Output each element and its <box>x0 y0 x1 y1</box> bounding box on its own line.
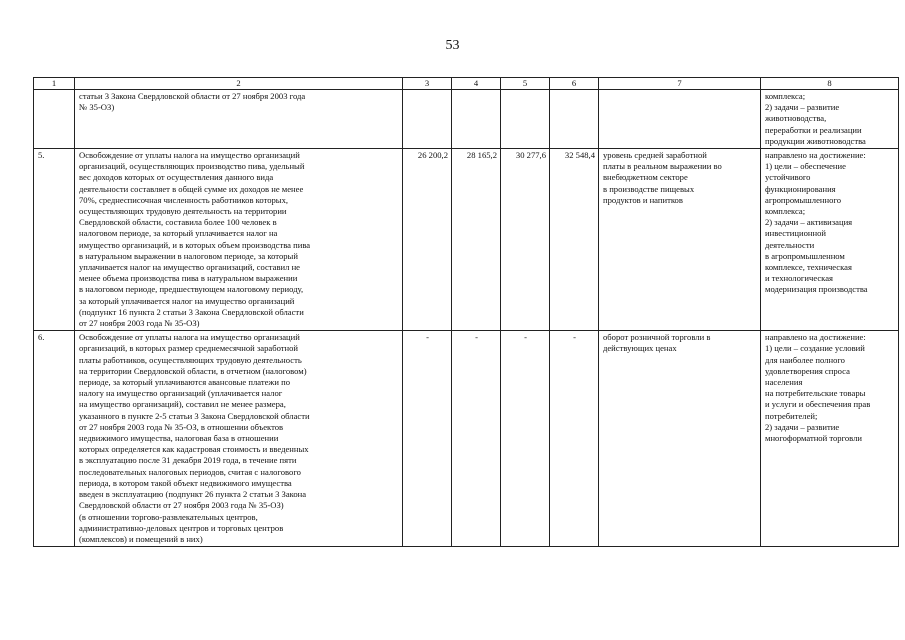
value-cell: - <box>550 331 599 547</box>
goal-cell: направлено на достижение: 1) цели – обеспечение устойчивого функционирования агропромышленного комплекса; 2) задачи – активизация инвестиционной деятельности в агропромышленном комплексе, техническая и технологическая модернизация производства <box>761 149 899 331</box>
header-cell: 1 <box>34 78 75 90</box>
benefit-description: статьи 3 Закона Свердловской области от 27 ноября 2003 года № 35-ОЗ) <box>75 90 403 149</box>
header-cell: 3 <box>403 78 452 90</box>
indicator-cell: оборот розничной торговли в действующих ценах <box>599 331 761 547</box>
row-number: 6. <box>34 331 75 547</box>
value-cell <box>501 90 550 149</box>
goal-cell <box>761 90 899 149</box>
value-cell <box>452 90 501 149</box>
value-cell: 28 165,2 <box>452 149 501 331</box>
value-cell: 30 277,6 <box>501 149 550 331</box>
value-cell <box>403 90 452 149</box>
benefit-description: Освобождение от уплаты налога на имущество организаций организаций, в которых размер среднемесячной заработной платы работников, осуществляющих трудовую деятельность на территории Свердловской области, в отчетном (налоговом) периоде, за который уплачиваются авансовые платежи по налогу на имущество организаций (уплачивается налог на имущество организаций), составил не менее размера, указанного в пункте 2-5 статьи 3 Закона Свердловской области от 27 ноября 2003 года № 35-ОЗ, в отношении объектов недвижимого имущества, налоговая база в отношении которых определяется как кадастровая стоимость и введенных в эксплуатацию после 31 декабря 2019 года, в течение пяти последовательных налоговых периодов, считая с налогового периода, в котором такой объект недвижимого имущества введен в эксплуатацию (подпункт 26 пункта 2 статьи 3 Закона Свердловской области от 27 ноября 2003 года № 35-ОЗ) (в отношении торгово-развлекательных центров, административно-деловых центров и торговых центров (комплексов) и помещений в них) <box>75 331 403 547</box>
column-number-row <box>34 78 899 90</box>
indicator-cell: уровень средней заработной платы в реальном выражении во внебюджетном секторе в производстве пищевых продуктов и напитков <box>599 149 761 331</box>
table-row <box>34 331 899 547</box>
indicator-cell <box>599 90 761 149</box>
row-number <box>34 90 75 149</box>
value-cell: - <box>403 331 452 547</box>
value-cell <box>550 90 599 149</box>
header-cell: 2 <box>75 78 403 90</box>
header-cell: 7 <box>599 78 761 90</box>
page-number: 53 <box>445 38 460 53</box>
value-cell: 26 200,2 <box>403 149 452 331</box>
header-cell: 6 <box>550 78 599 90</box>
table-row-continuation <box>34 90 899 149</box>
goal-text: комплекса; 2) задачи – развитие животноводства, переработки и реализации продукции животноводства <box>765 91 866 146</box>
tax-benefits-table <box>33 77 899 547</box>
value-cell: 32 548,4 <box>550 149 599 331</box>
row-number: 5. <box>34 149 75 331</box>
header-cell: 5 <box>501 78 550 90</box>
benefit-description: Освобождение от уплаты налога на имущество организаций организаций, осуществляющих производство пива, удельный вес доходов которых от осуществления данного вида деятельности составляет в общей сумме их доходов не менее 70%, среднесписочная численность работников которых, осуществляющих трудовую деятельность на территории Свердловской области, составила более 100 человек в налоговом периоде, за который уплачивается налог на имущество организаций, и в которых объем производства пива в натуральном выражении в налоговом периоде, за который уплачивается налог на имущество организаций, составил не менее объема производства пива в натуральном выражении в налоговом периоде, предшествующем налоговому периоду, за который уплачивается налог на имущество организаций (подпункт 16 пункта 2 статьи 3 Закона Свердловской области от 27 ноября 2003 года № 35-ОЗ) <box>75 149 403 331</box>
table-row <box>34 149 899 331</box>
value-cell: - <box>501 331 550 547</box>
value-cell: - <box>452 331 501 547</box>
goal-cell: направлено на достижение: 1) цели – создание условий для наиболее полного удовлетворения спроса населения на потребительские товары и услуги и обеспечения прав потребителей; 2) задачи – развитие многоформатной торговли <box>761 331 899 547</box>
header-cell: 4 <box>452 78 501 90</box>
header-cell: 8 <box>761 78 899 90</box>
